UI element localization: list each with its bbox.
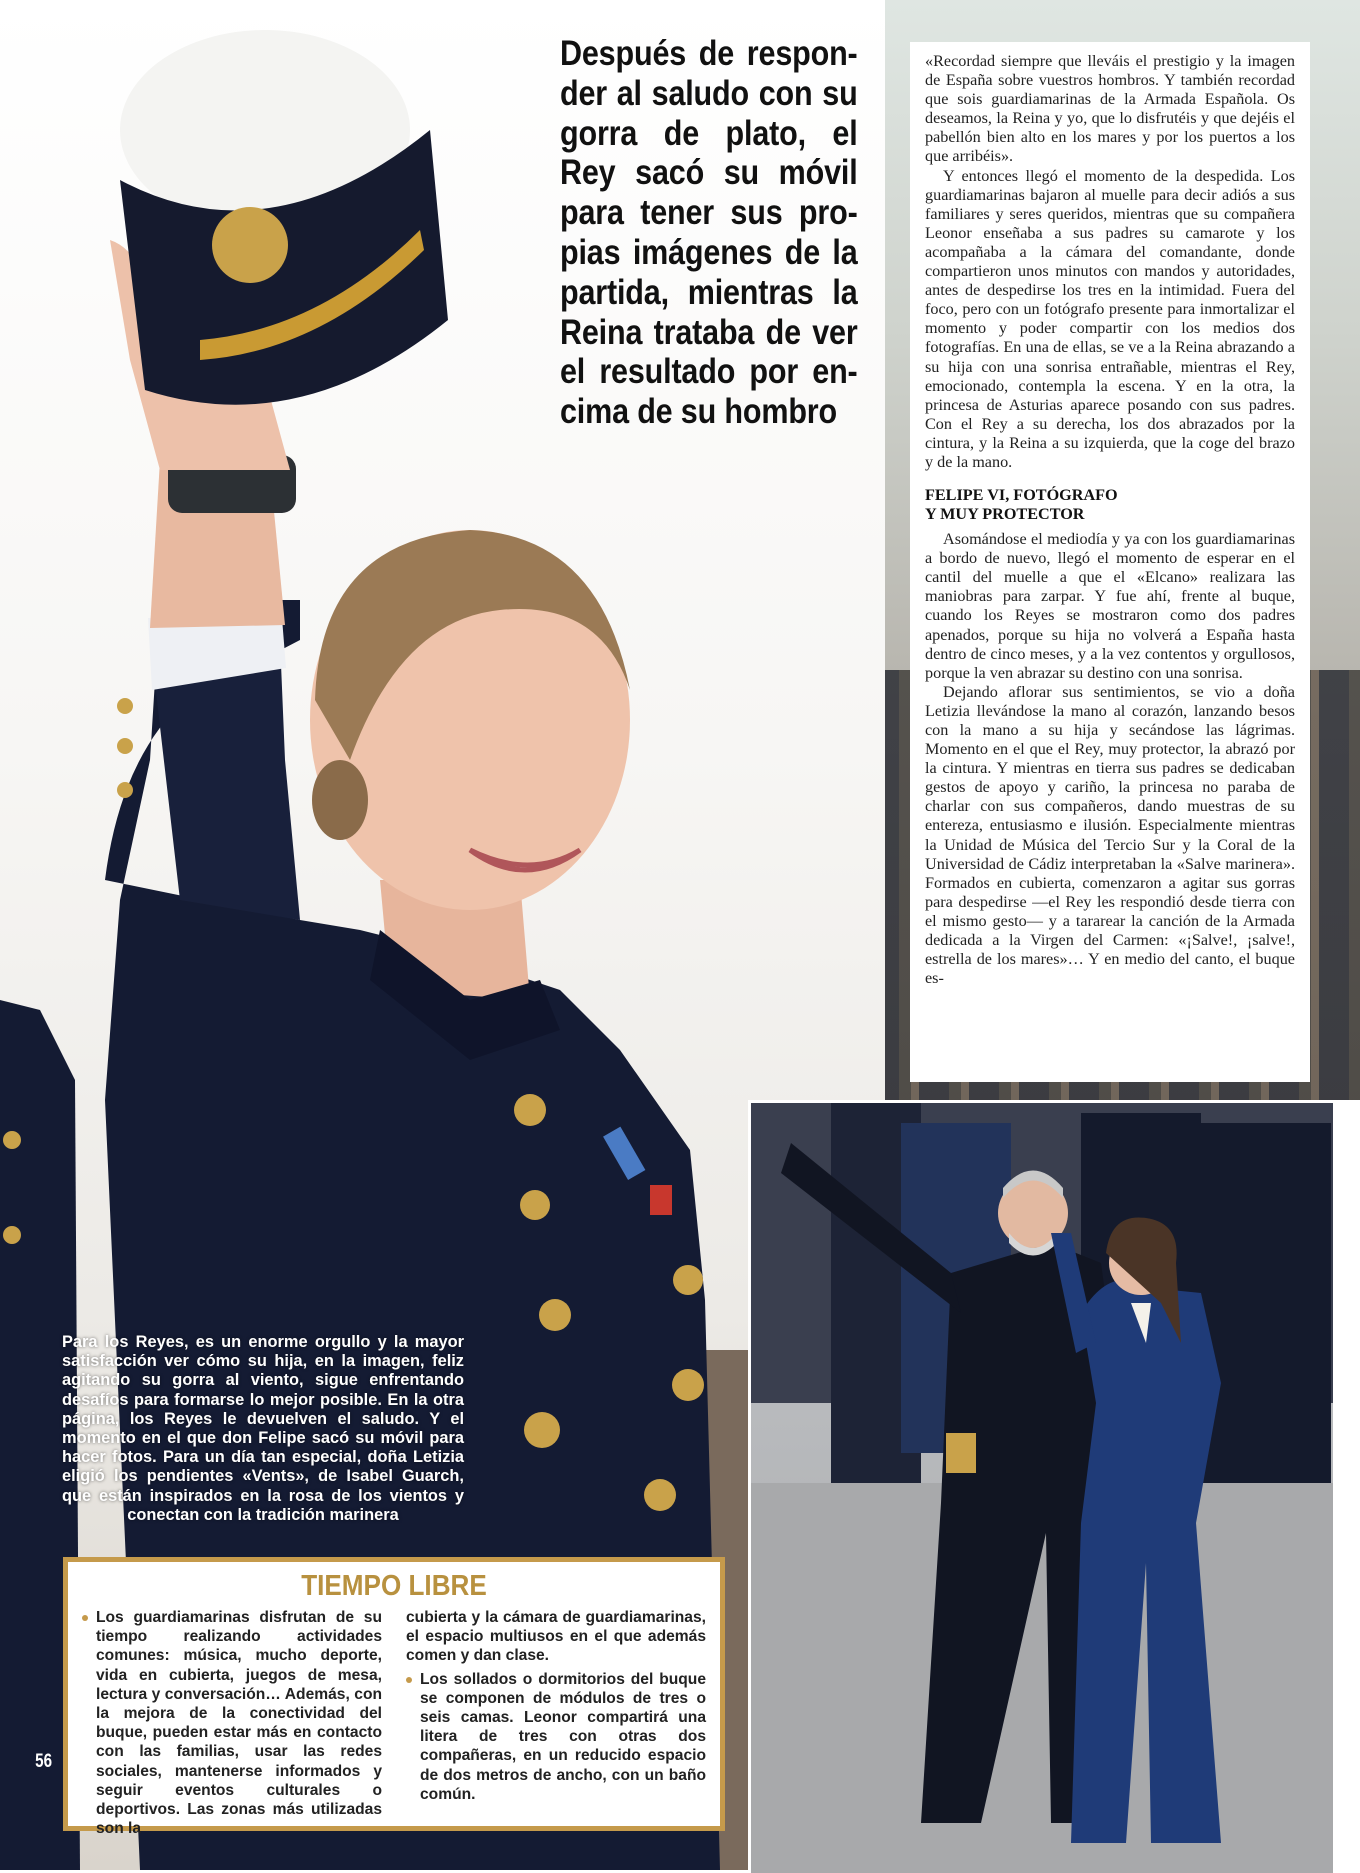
sidebar-title: TIEMPO LIBRE bbox=[301, 1570, 487, 1602]
sidebar-column-left bbox=[82, 1608, 382, 1842]
sidebar-column-right bbox=[406, 1608, 706, 1842]
sidebar-item-text: Los sollados o dormitorios del buque se componen de módulos de tres o seis camas. Leonor compartirá una litera de tres con otras dos compañeras, en un reducido espacio de dos metros de ancho, con un baño común. bbox=[420, 1670, 706, 1803]
bullet-icon bbox=[406, 1677, 412, 1683]
body-paragraph: Y entonces llegó el momento de la despedida. Los guardiamarinas bajaron al muelle para decir adiós a sus familiares y seres queridos, mientras que su compañera Leonor enseñaba a sus padres su camarote y los acompañaba a la cámara del comandante, donde compartieron unos minutos con mandos y autoridades, antes de despedirse los tres en la intimidad. Fuera del foco, pero con un fotógrafo presente para inmortalizar el momento y poder compartir con los medios dos fotografías. En una de ellas, se ve a la Reina abrazando a su hija con una sonrisa entrañable, mientras el Rey, emocionado, contempla la escena. Y en la otra, la princesa de Asturias aparece posando con sus padres. Con el Rey a su derecha, los dos abrazados por la cintura, y la Reina a su izquierda, que la coge del brazo y de la mano. bbox=[925, 166, 1295, 471]
sidebar-bullet-item bbox=[82, 1608, 382, 1838]
cap-badge bbox=[212, 207, 288, 283]
body-paragraph: Asomándose el mediodía y ya con los guardiamarinas a bordo de nuevo, llegó el momento de esperar en el cantil del muelle a que el «Elcano» realizara las maniobras para zarpar. Y fue ahí, frente al buque, cuando los Reyes se mostraron como dos padres apenados, porque su hija no volverá a España hasta dentro de cinco meses, y a la vez contentos y orgullosos, porque la ven abrazar su destino con una sonrisa. bbox=[925, 530, 1295, 682]
headline: Después de respon-der al saludo con su gorra de plato, el Rey sacó su móvil para tener sus pro-pias imágenes de la partida, mientras la Reina trataba de ver el resultado por en-cima de su hombro bbox=[560, 33, 858, 432]
subheading bbox=[925, 486, 1295, 524]
sidebar-item-text: Los guardiamarinas disfrutan de su tiempo realizando actividades comunes: música, mucho deporte, vida en cubierta, juegos de mesa, lectura y conversación… Además, con la mejora de la conectividad del buque, pueden estar más en contacto con las familias, usar las redes sociales, mantenerse informados y seguir eventos culturales o deportivos. Las zonas más utilizadas son la bbox=[96, 1609, 382, 1838]
sidebar-item-continuation: cubierta y la cámara de guardiamarinas, el espacio multiusos en el que además comen y dan clase. bbox=[406, 1609, 706, 1665]
photo-caption: Para los Reyes, es un enorme orgullo y la mayor satisfacción ver cómo su hija, en la imagen, feliz agitando su gorra al viento, sigue enfrentando desafíos para formarse lo mejor posible. En la otra página, los Reyes le devuelven el saludo. Y el momento en el que don Felipe sacó su móvil para hacer fotos. Para un día tan especial, doña Letizia eligió los pendientes «Vents», de Isabel Guarch, que están inspirados en la rosa de los vientos y conectan con la tradición marinera bbox=[62, 1333, 464, 1524]
gold-button bbox=[644, 1479, 676, 1511]
subheading-line: FELIPE VI, FOTÓGRAFO bbox=[925, 486, 1118, 505]
gold-button bbox=[514, 1094, 546, 1126]
sidebar-tiempo-libre bbox=[63, 1557, 725, 1838]
medal-ribbon bbox=[650, 1185, 672, 1215]
sidebar-columns bbox=[82, 1608, 706, 1842]
body-paragraph: «Recordad siempre que lleváis el prestigio y la imagen de España sobre vuestros hombros. Y también recordad que sois guardiamarinas de la Armada Española. Os deseamos, la Reina y yo, que lo disfrutéis y que dejéis el pabellón bien alto en los mares y por los puertos a los que arribéis». bbox=[925, 52, 1295, 166]
article-body bbox=[910, 42, 1310, 1082]
kings-illustration bbox=[751, 1103, 1333, 1873]
bullet-icon bbox=[82, 1615, 88, 1621]
gold-button bbox=[524, 1412, 560, 1448]
kings-waving-photo bbox=[748, 1100, 1333, 1873]
subheading-line: Y MUY PROTECTOR bbox=[925, 505, 1085, 524]
gold-button bbox=[672, 1369, 704, 1401]
page-number: 56 bbox=[35, 1751, 53, 1772]
gold-button bbox=[520, 1190, 550, 1220]
gold-button bbox=[673, 1265, 703, 1295]
hair-bun bbox=[312, 760, 368, 840]
gold-button bbox=[539, 1299, 571, 1331]
sidebar-bullet-item bbox=[406, 1670, 706, 1804]
body-paragraph: Dejando aflorar sus sentimientos, se vio a doña Letizia llevándose la mano al corazón, lanzando besos con la mano a su hija y secándose las lágrimas. Momento en el que el Rey, muy protector, la abrazó por la cintura. Y mientras en tierra sus padres se dedicaban gestos de apoyo y cariño, la princesa no paraba de charlar con sus compañeros, dando muestras de su entereza, entusiasmo e ilusión. Especialmente mientras la Unidad de Música del Tercio Sur y la Coral de la Universidad de Cádiz interpretaban la «Salve marinera». Formados en cubierta, comenzaron a agitar sus gorras para despedirse —el Rey les respondió desde tierra con el mismo gesto— y a tararear la canción de la Armada dedicada a la Virgen del Carmen: «¡Salve!, ¡salve!, estrella de los mares»… Y en medio del canto, el buque es- bbox=[925, 682, 1295, 988]
